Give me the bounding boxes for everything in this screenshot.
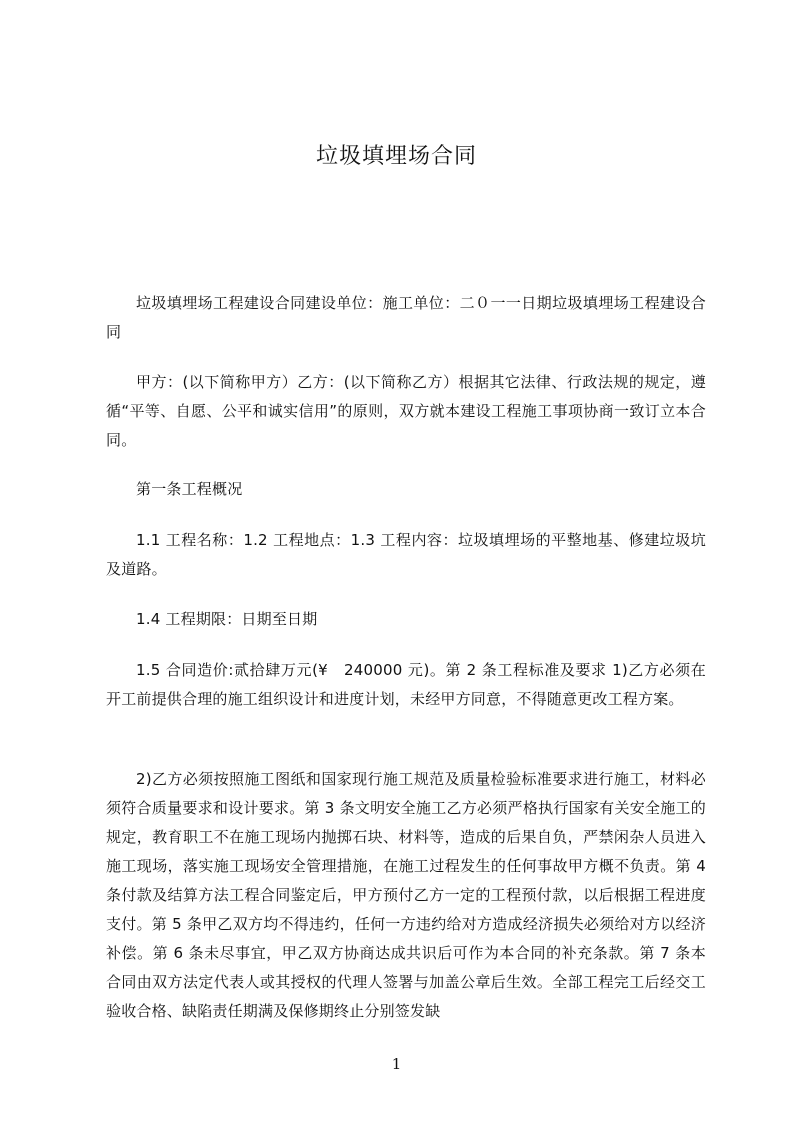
paragraph-contract-price: 1.5 合同造价:贰拾肆万元(¥ 240000 元)。第 2 条工程标准及要求 1)乙方必须在开工前提供合理的施工组织设计和进度计划，未经甲方同意，不得随意更改工程方案。 (106, 661, 706, 708)
paragraph-project-details: 1.1 工程名称：1.2 工程地点：1.3 工程内容：垃圾填埋场的平整地基、修建垃圾坑及道路。 (106, 531, 706, 578)
document-title: 垃圾填埋场合同 (315, 144, 477, 169)
paragraph-parties: 甲方：(以下简称甲方）乙方：(以下简称乙方）根据其它法律、行政法规的规定，遵循“平等、自愿、公平和诚实信用”的原则，双方就本建设工程施工事项协商一致订立本合同。 (106, 373, 706, 449)
paragraph-construction-terms: 2)乙方必须按照施工图纸和国家现行施工规范及质量检验标准要求进行施工，材料必须符合质量要求和设计要求。第 3 条文明安全施工乙方必须严格执行国家有关安全施工的规定，教育职工不在施工现场内抛掷石块、材料等，造成的后果自负，严禁闲杂人员进入施工现场，落实施工现场安全管理措施，在施工过程发生的任何事故甲方概不负责。第 4 条付款及结算方法工程合同鉴定后，甲方预付乙方一定的工程预付款，以后根据工程进度支付。第 5 条甲乙双方均不得违约，任何一方违约给对方造成经济损失必须给对方以经济补偿。第 6 条未尽事宜，甲乙双方协商达成共识后可作为本合同的补充条款。第 7 条本合同由双方法定代表人或其授权的代理人签署与加盖公章后生效。全部工程完工后经交工验收合格、缺陷责任期满及保修期终止分别签发缺 (106, 770, 706, 1020)
paragraph-intro: 垃圾填埋场工程建设合同建设单位：施工单位：二０一一日期垃圾填埋场工程建设合同 (106, 294, 706, 341)
paragraph-article-1-heading: 第一条工程概况 (136, 480, 243, 498)
page-number: 1 (391, 1055, 402, 1073)
paragraph-project-period: 1.4 工程期限：日期至日期 (136, 610, 318, 628)
